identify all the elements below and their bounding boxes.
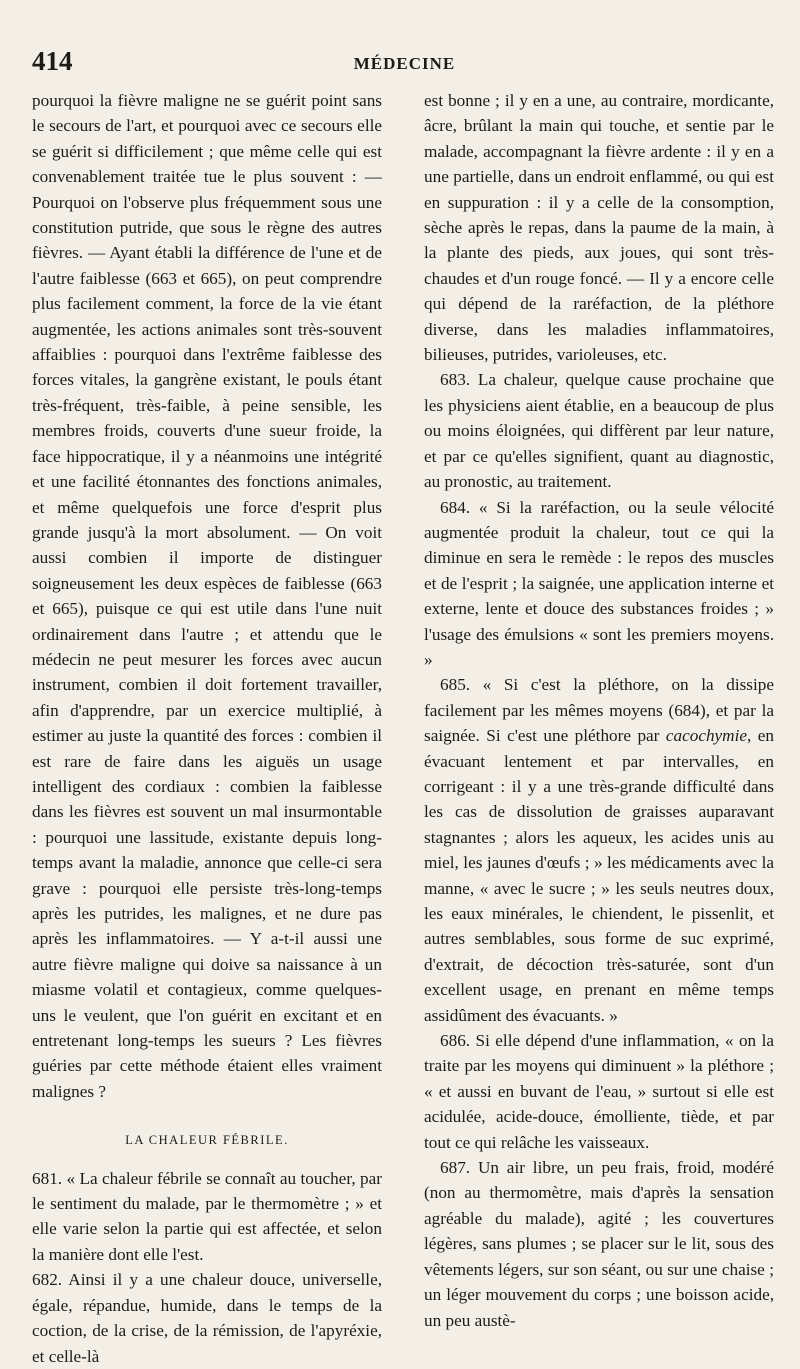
paragraph-685-text-a: 685. « Si c'est la pléthore, on la dissipe facilement par les mêmes moyens (684), et par la saignée. Si c'est une pléthore par: [424, 675, 774, 746]
right-column: [424, 88, 774, 1333]
paragraph-685-text-b: , en évacuant lentement et par intervalles, en corrigeant : il y a une très-grande difficulté dans les cas de dissolution de graisses auparavant stagnantes ; alors les aqueux, les acides unis au miel, les jaunes d'œufs ; » les médicaments avec la manne, « avec le sucre ; » les seuls neutres doux, les eaux minérales, le chiendent, le pissenlit, et autres semblables, sous forme de suc exprimé, d'extrait, de décoction très-saturée, sont d'un excellent usage, en prenant en même temps assidûment des évacuants. »: [424, 726, 774, 1025]
paragraph-682: 682. Ainsi il y a une chaleur douce, universelle, égale, répandue, humide, dans le temps de la coction, de la crise, de la rémission, de l'apyréxie, et celle-là: [32, 1270, 382, 1366]
paragraph-685-italic: cacochymie: [665, 726, 747, 746]
page-header: [32, 46, 777, 82]
paragraph-continued: pourquoi la fièvre maligne ne se guérit point sans le secours de l'art, et pourquoi avec ce secours elle se guérit si difficilement ; que même celle qui est convenablement traitée tue le plus souvent : — Pourquoi on l'observe plus fréquemment sous une constitution putride, que sous le règne des autres fièvres. — Ayant établi la différence de l'une et de l'autre faiblesse (663 et 665), on peut comprendre plus facilement comment, la force de la vie étant augmentée, les actions animales sont très-souvent affaiblies : pourquoi dans l'extrême faiblesse des forces vitales, la gangrène existant, le pouls étant très-fréquent, très-faible, à peine sensible, les membres froids, couverts d'une sueur froide, la face hippocratique, il y a néanmoins une intégrité et une facilité étonnantes des fonctions animales, et même quelquefois une force d'esprit plus grande jusqu'à la mort absolument. — On voit aussi combien il importe de distinguer soigneusement les deux espèces de faiblesse (663 et 665), puisque ce qui est utile dans l'une nuit ordinairement dans l'autre ; et attendu que le médecin ne peut mesurer les forces avec aucun instrument, combien il doit fortement travailler, afin d'apprendre, par un exercice multiplié, à estimer au juste la quantité des forces : combien il est rare de faire dans les aiguës un usage intelligent des cordiaux : combien la faiblesse dans les fièvres est souvent un mal insurmontable : pourquoi une lassitude, existante depuis long-temps avant la maladie, annonce que celle-ci sera grave : pourquoi elle persiste très-long-temps après les putrides, les malignes, et ne dure pas après les inflammatoires. — Y a-t-il aussi une autre fièvre maligne qui doive sa naissance à un miasme volatil et contagieux, comme quelques-uns le veulent, que l'on guérit en excitant et en entretenant long-temps les sueurs ? Les fièvres guéries par cette méthode étaient elles vraiment malignes ?: [32, 91, 382, 1101]
paragraph-686: 686. Si elle dépend d'une inflammation, « on la traite par les moyens qui diminuent » la pléthore ; « et aussi en buvant de l'eau, » surtout si elle est acidulée, acide-douce, émolliente, tiède, et par tout ce qui relâche les vaisseaux.: [424, 1031, 774, 1152]
paragraph-682-continued: est bonne ; il y en a une, au contraire, mordicante, âcre, brûlant la main qui touche, et sentie par le malade, accompagnant la fièvre ardente : il y en a une partielle, dans un endroit enflammé, ou qui est en suppuration : il y a celle de la consomption, sèche après le repas, dans la paume de la main, à la plante des pieds, aux joues, qui sont très-chaudes et d'un rouge foncé. — Il y a encore celle qui dépend de la raréfaction, de la pléthore diverse, dans les maladies inflammatoires, bilieuses, putrides, varioleuses, etc.: [424, 91, 774, 365]
running-head: MÉDECINE: [353, 54, 456, 73]
paragraph-685: [424, 672, 774, 1028]
paragraph-684: 684. « Si la raréfaction, ou la seule vélocité augmentée produit la chaleur, tout ce qui la diminue en sera le remède : le repos des muscles et de l'esprit ; la saignée, une application interne et externe, lente et douce des substances froides ; » l'usage des émulsions « sont les premiers moyens. »: [424, 497, 774, 669]
paragraph-681: 681. « La chaleur fébrile se connaît au toucher, par le sentiment du malade, par le thermomètre ; » et elle varie selon la partie qui est affectée, et selon la manière dont elle l'est.: [32, 1168, 382, 1264]
paragraph-687: 687. Un air libre, un peu frais, froid, modéré (non au thermomètre, mais d'après la sensation agréable du malade), agité ; les couvertures légères, sans plumes ; se placer sur le lit, sous des vêtements légers, sur son séant, ou sur une chaise ; un léger mouvement du corps ; une boisson acide, un peu austè-: [424, 1158, 774, 1330]
left-column: [32, 88, 382, 1369]
section-heading: LA CHALEUR FÉBRILE.: [125, 1133, 289, 1148]
page-number: 414: [32, 46, 73, 76]
paragraph-683: 683. La chaleur, quelque cause prochaine que les physiciens aient établie, en a beaucoup de plus ou moins éloignées, qui diffèrent par leur nature, et par ce qu'elles signifient, quant au diagnostic, au pronostic, au traitement.: [424, 370, 774, 492]
